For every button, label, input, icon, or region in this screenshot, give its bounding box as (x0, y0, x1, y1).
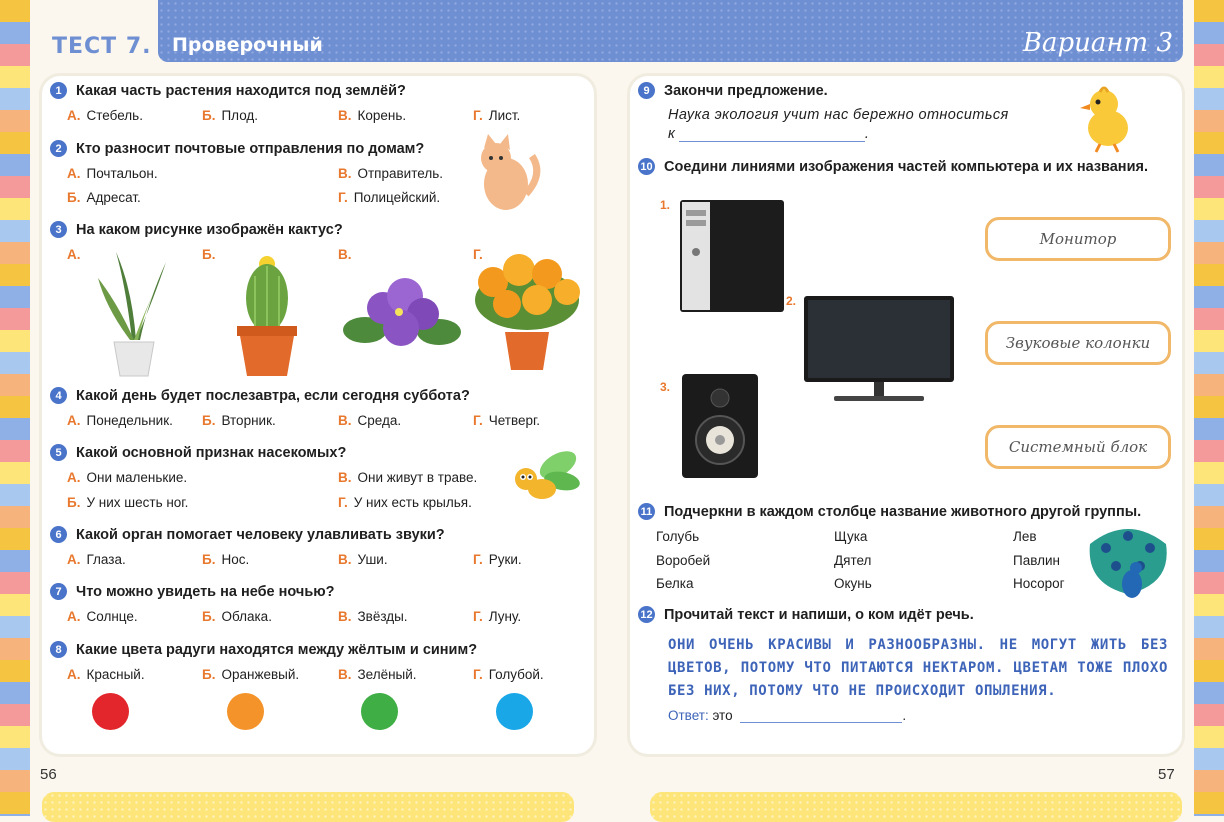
option-letter: А. (67, 166, 81, 181)
option-text: Они маленькие. (86, 470, 188, 485)
question-11 (638, 503, 1141, 520)
answer-option[interactable] (473, 108, 520, 123)
page-number-left: 56 (40, 766, 57, 783)
question-5 (50, 444, 346, 461)
answer-option[interactable] (338, 413, 401, 428)
answer-option[interactable] (338, 108, 406, 123)
footer-strip-right (650, 792, 1182, 822)
option-text: Среда. (357, 413, 402, 428)
question-number: 2 (50, 140, 67, 157)
question-number: 1 (50, 82, 67, 99)
answer-option[interactable] (67, 667, 145, 682)
question-text: Подчеркни в каждом столбце название животного другой группы. (664, 503, 1142, 520)
option-letter: А. (67, 667, 81, 682)
option-text: Полицейский. (353, 190, 441, 205)
option-letter: Г. (473, 108, 483, 123)
option-text: Лист. (488, 108, 521, 123)
answer-option[interactable] (338, 667, 417, 682)
answer-option[interactable] (473, 609, 521, 624)
option-letter: Б. (67, 495, 81, 510)
option-letter: Г. (473, 667, 483, 682)
option-letter: А. (67, 470, 81, 485)
test-label: ТЕСТ 7. (52, 34, 152, 59)
answer-option[interactable] (338, 552, 388, 567)
question-number: 11 (638, 503, 655, 520)
option-text: Вторник. (221, 413, 276, 428)
question-2 (50, 140, 424, 157)
option-letter: Г. (338, 495, 348, 510)
chick-illustration (1078, 86, 1134, 152)
question-text: Прочитай текст и напиши, о ком идёт речь. (664, 606, 974, 623)
label-box-speakers[interactable]: Звуковые колонки (985, 321, 1171, 365)
option-letter: Б. (202, 667, 216, 682)
option-text: Корень. (357, 108, 407, 123)
question-number: 9 (638, 82, 655, 99)
option-letter: А. (67, 413, 81, 428)
answer-option[interactable] (473, 552, 522, 567)
sentence-line: Наука экология учит нас бережно относиться (668, 107, 1009, 123)
question-text: Закончи предложение. (664, 82, 828, 99)
question-text: Что можно увидеть на небе ночью? (76, 583, 335, 600)
option-letter: В. (338, 413, 352, 428)
option-text: Солнце. (86, 609, 138, 624)
question-text: Какие цвета радуги находятся между жёлтым и синим? (76, 641, 478, 658)
answer-option[interactable] (67, 552, 126, 567)
option-text: Четверг. (488, 413, 541, 428)
color-dot-orange[interactable] (227, 693, 264, 730)
cactus-image[interactable] (237, 256, 297, 378)
color-dot-red[interactable] (92, 693, 129, 730)
answer-option[interactable] (338, 609, 408, 624)
answer-option[interactable] (67, 495, 188, 510)
option-text: У них шесть ног. (86, 495, 189, 510)
label-box-system-unit[interactable]: Системный блок (985, 425, 1171, 469)
option-text: Они живут в траве. (357, 470, 478, 485)
question-number: 7 (50, 583, 67, 600)
page-number-right: 57 (1158, 766, 1175, 783)
option-letter: Б. (202, 552, 216, 567)
option-text: Глаза. (86, 552, 126, 567)
header-variant: Вариант 3 (1022, 28, 1173, 58)
answer-option[interactable] (67, 413, 173, 428)
right-decorative-stripe (1194, 0, 1224, 816)
answer-label: Ответ: (668, 708, 709, 723)
option-text: Почтальон. (86, 166, 158, 181)
option-letter: Б. (202, 108, 216, 123)
option-letter: Г. (473, 247, 483, 262)
option-letter: Г. (473, 552, 483, 567)
answer-option[interactable] (338, 166, 443, 181)
option-letter: В. (338, 470, 352, 485)
item-number-1: 1. (660, 198, 671, 212)
option-letter: В. (338, 609, 352, 624)
question-9 (638, 82, 828, 99)
question-4 (50, 387, 470, 404)
insect-illustration (514, 447, 580, 511)
option-letter: Б. (67, 190, 81, 205)
answer-option[interactable] (202, 667, 299, 682)
option-text: У них есть крылья. (353, 495, 472, 510)
option-letter: Г. (473, 609, 483, 624)
cat-mail-illustration (466, 134, 542, 220)
animal-word[interactable]: Белка (656, 576, 694, 591)
left-decorative-stripe (0, 0, 30, 816)
option-letter: А. (67, 552, 81, 567)
question-text: На каком рисунке изображён кактус? (76, 221, 343, 238)
answer-option[interactable] (338, 495, 472, 510)
option-letter: В. (338, 166, 352, 181)
question-text: Какой основной признак насекомых? (76, 444, 347, 461)
sentence-prefix: к (668, 126, 675, 142)
speaker-image[interactable] (682, 374, 758, 478)
snake-plant-image[interactable] (96, 248, 170, 380)
answer-blank-line[interactable] (679, 127, 865, 142)
question-number: 10 (638, 158, 655, 175)
option-letter: Г. (338, 190, 348, 205)
option-letter: А. (67, 108, 81, 123)
answer-option[interactable] (202, 108, 258, 123)
animal-word[interactable]: Дятел (834, 553, 872, 568)
answer-option-c[interactable] (338, 247, 358, 262)
question-10 (638, 158, 1148, 175)
question-number: 12 (638, 606, 655, 623)
answer-option[interactable] (338, 190, 440, 205)
option-text: Облака. (221, 609, 272, 624)
question-text: Кто разносит почтовые отправления по домам? (76, 140, 425, 157)
animal-word[interactable]: Воробей (656, 553, 711, 568)
animal-word[interactable]: Павлин (1013, 553, 1060, 568)
question-number: 5 (50, 444, 67, 461)
riddle-text: ОНИ ОЧЕНЬ КРАСИВЫ И РАЗНООБРАЗНЫ. НЕ МОГУТ ЖИТЬ БЕЗ ЦВЕТОВ, ПОТОМУ ЧТО ПИТАЮТСЯ НЕКТАРОМ. ЦВЕТАМ ТОЖЕ ПЛОХО БЕЗ НИХ, ПОТОМУ ЧТО НЕ ПРОИСХОДИТ ОПЫЛЕНИЯ. (668, 637, 1168, 699)
question-number: 3 (50, 221, 67, 238)
option-letter: Б. (202, 413, 216, 428)
animal-word[interactable]: Голубь (656, 529, 700, 544)
color-dot-blue[interactable] (496, 693, 533, 730)
option-letter: Б. (202, 609, 216, 624)
header-title: Проверочный (172, 34, 323, 56)
answer-option-a[interactable] (67, 247, 87, 262)
answer-option[interactable] (67, 470, 187, 485)
option-text: Голубой. (488, 667, 544, 682)
monitor-image[interactable] (804, 296, 954, 404)
question-12 (638, 606, 974, 623)
sentence-end: . (864, 126, 869, 142)
option-letter: В. (338, 247, 352, 262)
animal-word[interactable]: Лев (1013, 529, 1037, 544)
item-number-2: 2. (786, 294, 797, 308)
question-number: 6 (50, 526, 67, 543)
peacock-illustration (1086, 524, 1172, 608)
sentence-completion (668, 126, 869, 142)
orange-flowers-image[interactable] (473, 252, 581, 374)
violet-flowers-image[interactable] (343, 268, 461, 360)
option-text: Плод. (221, 108, 259, 123)
answer-option[interactable] (67, 166, 158, 181)
question-6 (50, 526, 445, 543)
answer-option-b[interactable] (202, 247, 221, 262)
option-text: Понедельник. (86, 413, 173, 428)
answer-option[interactable] (67, 609, 138, 624)
answer-option[interactable] (473, 667, 544, 682)
question-text: Какой орган помогает человеку улавливать звуки? (76, 526, 445, 543)
answer-row (668, 708, 906, 723)
animal-word[interactable]: Носорог (1013, 576, 1065, 591)
label-box-monitor[interactable]: Монитор (985, 217, 1171, 261)
option-letter: В. (338, 552, 352, 567)
option-letter: А. (67, 609, 81, 624)
option-text: Отправитель. (357, 166, 443, 181)
answer-option[interactable] (473, 413, 540, 428)
option-text: Руки. (488, 552, 522, 567)
animal-word[interactable]: Окунь (834, 576, 872, 591)
answer-option[interactable] (67, 108, 143, 123)
answer-option[interactable] (202, 609, 272, 624)
footer-strip-left (42, 792, 574, 822)
answer-option[interactable] (202, 552, 249, 567)
question-1 (50, 82, 406, 99)
option-text: Зелёный. (357, 667, 417, 682)
answer-prefix: это (712, 708, 733, 723)
option-text: Нос. (221, 552, 250, 567)
answer-blank-line[interactable] (740, 708, 902, 723)
option-text: Уши. (357, 552, 388, 567)
option-letter: В. (338, 108, 352, 123)
option-letter: А. (67, 247, 81, 262)
answer-option[interactable] (202, 413, 276, 428)
system-unit-image[interactable] (680, 200, 784, 312)
answer-option[interactable] (67, 190, 141, 205)
option-text: Звёзды. (357, 609, 408, 624)
answer-end: . (902, 708, 907, 723)
color-dot-green[interactable] (361, 693, 398, 730)
option-letter: Г. (473, 413, 483, 428)
answer-option[interactable] (338, 470, 477, 485)
option-letter: Б. (202, 247, 216, 262)
question-number: 8 (50, 641, 67, 658)
question-text: Какой день будет послезавтра, если сегодня суббота? (76, 387, 470, 404)
question-number: 4 (50, 387, 67, 404)
question-7 (50, 583, 334, 600)
option-text: Красный. (86, 667, 145, 682)
item-number-3: 3. (660, 380, 671, 394)
option-text: Луну. (488, 609, 522, 624)
option-text: Адресат. (86, 190, 141, 205)
animal-word[interactable]: Щука (834, 529, 868, 544)
question-3 (50, 221, 343, 238)
header-banner (158, 0, 1183, 62)
option-text: Стебель. (86, 108, 143, 123)
question-text: Соедини линиями изображения частей компьютера и их названия. (664, 158, 1148, 175)
question-8 (50, 641, 477, 658)
option-letter: В. (338, 667, 352, 682)
option-text: Оранжевый. (221, 667, 300, 682)
question-text: Какая часть растения находится под землёй? (76, 82, 406, 99)
